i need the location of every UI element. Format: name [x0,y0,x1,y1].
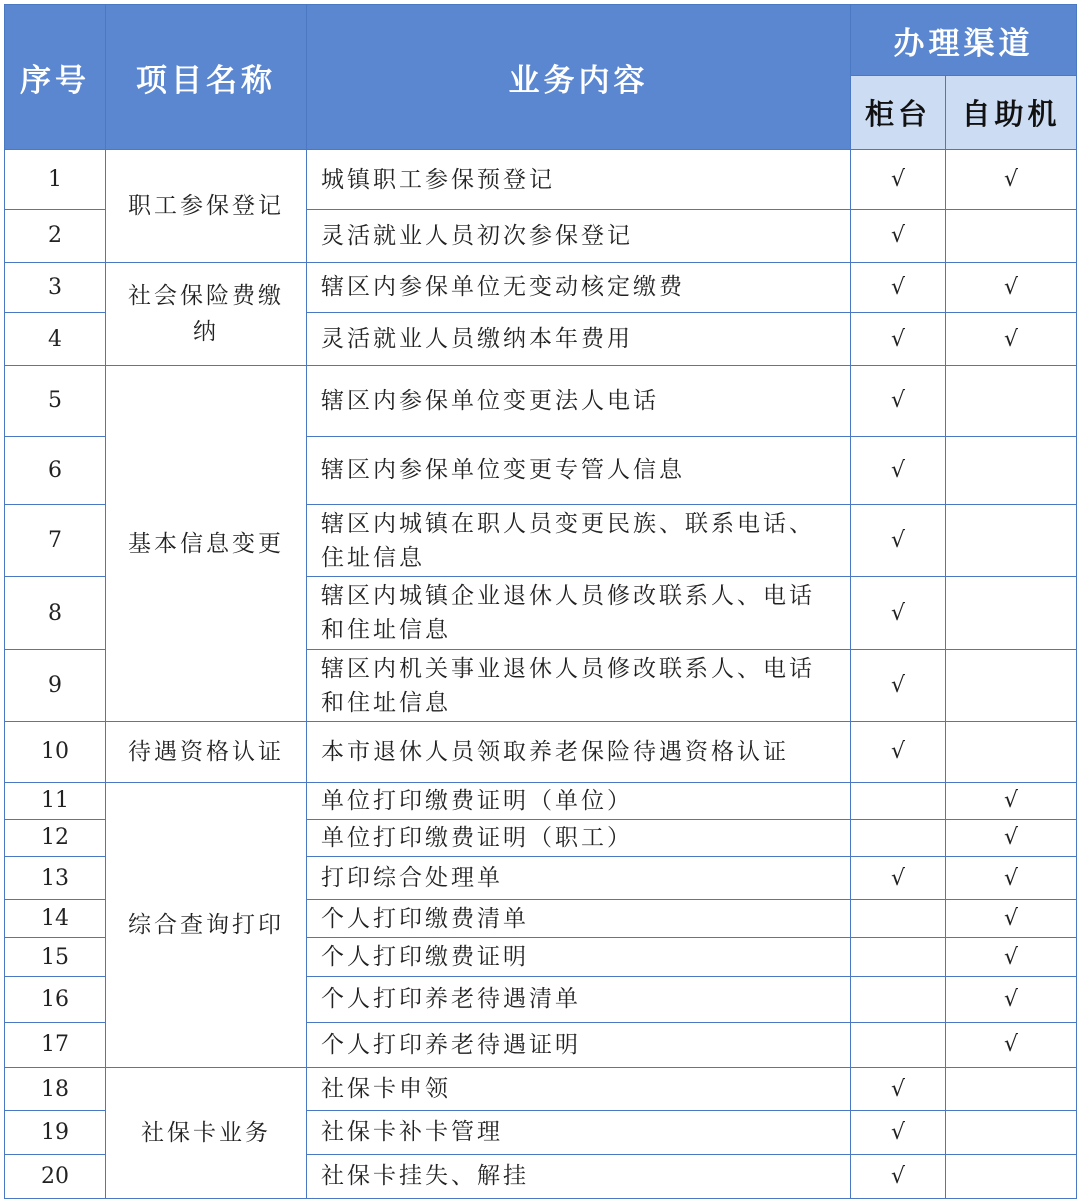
project-name: 基本信息变更 [106,366,307,722]
row-number: 19 [5,1111,106,1154]
project-name: 综合查询打印 [106,782,307,1068]
row-number: 7 [5,505,106,577]
table-body [5,150,1077,1199]
row-number: 12 [5,819,106,856]
business-content: 社保卡申领 [307,1068,851,1111]
business-content: 辖区内城镇企业退休人员修改联系人、电话和住址信息 [307,577,851,649]
kiosk-check: √ [946,976,1077,1022]
project-name: 职工参保登记 [106,150,307,263]
table-header [5,5,1077,150]
counter-check: √ [851,577,946,649]
kiosk-check: √ [946,856,1077,899]
kiosk-check [946,649,1077,721]
counter-check: √ [851,1154,946,1198]
kiosk-check: √ [946,262,1077,312]
table-row [5,1068,1077,1111]
counter-check: √ [851,649,946,721]
counter-check: √ [851,366,946,436]
row-number: 9 [5,649,106,721]
counter-check [851,900,946,938]
counter-check: √ [851,1068,946,1111]
business-content: 个人打印缴费清单 [307,900,851,938]
business-content: 个人打印缴费证明 [307,938,851,976]
kiosk-check [946,436,1077,504]
row-number: 18 [5,1068,106,1111]
counter-check [851,782,946,819]
counter-check: √ [851,722,946,782]
kiosk-check [946,722,1077,782]
counter-check: √ [851,436,946,504]
row-number: 15 [5,938,106,976]
business-content: 个人打印养老待遇清单 [307,976,851,1022]
row-number: 20 [5,1154,106,1198]
kiosk-check [946,366,1077,436]
kiosk-check: √ [946,900,1077,938]
counter-check [851,976,946,1022]
table-row [5,150,1077,210]
project-name: 待遇资格认证 [106,722,307,782]
row-number: 10 [5,722,106,782]
counter-check: √ [851,1111,946,1154]
row-number: 16 [5,976,106,1022]
business-content: 辖区内参保单位变更法人电话 [307,366,851,436]
business-content: 单位打印缴费证明（单位） [307,782,851,819]
table-row [5,722,1077,782]
kiosk-check: √ [946,1022,1077,1067]
business-content: 单位打印缴费证明（职工） [307,819,851,856]
business-content: 辖区内城镇在职人员变更民族、联系电话、住址信息 [307,505,851,577]
counter-check [851,819,946,856]
business-content: 辖区内机关事业退休人员修改联系人、电话和住址信息 [307,649,851,721]
counter-check: √ [851,262,946,312]
row-number: 3 [5,262,106,312]
business-content: 个人打印养老待遇证明 [307,1022,851,1067]
row-number: 8 [5,577,106,649]
kiosk-check [946,210,1077,262]
business-content: 社保卡挂失、解挂 [307,1154,851,1198]
table-row [5,782,1077,819]
header-project: 项目名称 [106,5,307,150]
row-number: 11 [5,782,106,819]
row-number: 5 [5,366,106,436]
table-row [5,366,1077,436]
project-name: 社会保险费缴纳 [106,262,307,366]
header-content: 业务内容 [307,5,851,150]
business-content: 灵活就业人员缴纳本年费用 [307,312,851,365]
counter-check [851,938,946,976]
row-number: 4 [5,312,106,365]
row-number: 1 [5,150,106,210]
counter-check [851,1022,946,1067]
header-seq: 序号 [5,5,106,150]
kiosk-check [946,1111,1077,1154]
counter-check: √ [851,210,946,262]
row-number: 17 [5,1022,106,1067]
row-number: 13 [5,856,106,899]
business-content: 社保卡补卡管理 [307,1111,851,1154]
kiosk-check: √ [946,782,1077,819]
header-channel: 办理渠道 [851,5,1077,76]
kiosk-check [946,505,1077,577]
kiosk-check: √ [946,819,1077,856]
counter-check: √ [851,856,946,899]
counter-check: √ [851,312,946,365]
business-content: 本市退休人员领取养老保险待遇资格认证 [307,722,851,782]
kiosk-check: √ [946,938,1077,976]
row-number: 6 [5,436,106,504]
business-content: 灵活就业人员初次参保登记 [307,210,851,262]
service-table-container [4,4,1076,1199]
counter-check: √ [851,150,946,210]
table-row [5,262,1077,312]
service-table [4,4,1077,1199]
row-number: 2 [5,210,106,262]
kiosk-check [946,1154,1077,1198]
project-name: 社保卡业务 [106,1068,307,1199]
business-content: 打印综合处理单 [307,856,851,899]
business-content: 城镇职工参保预登记 [307,150,851,210]
kiosk-check: √ [946,312,1077,365]
kiosk-check [946,1068,1077,1111]
kiosk-check: √ [946,150,1077,210]
header-kiosk: 自助机 [946,76,1077,150]
business-content: 辖区内参保单位变更专管人信息 [307,436,851,504]
row-number: 14 [5,900,106,938]
kiosk-check [946,577,1077,649]
business-content: 辖区内参保单位无变动核定缴费 [307,262,851,312]
header-counter: 柜台 [851,76,946,150]
counter-check: √ [851,505,946,577]
